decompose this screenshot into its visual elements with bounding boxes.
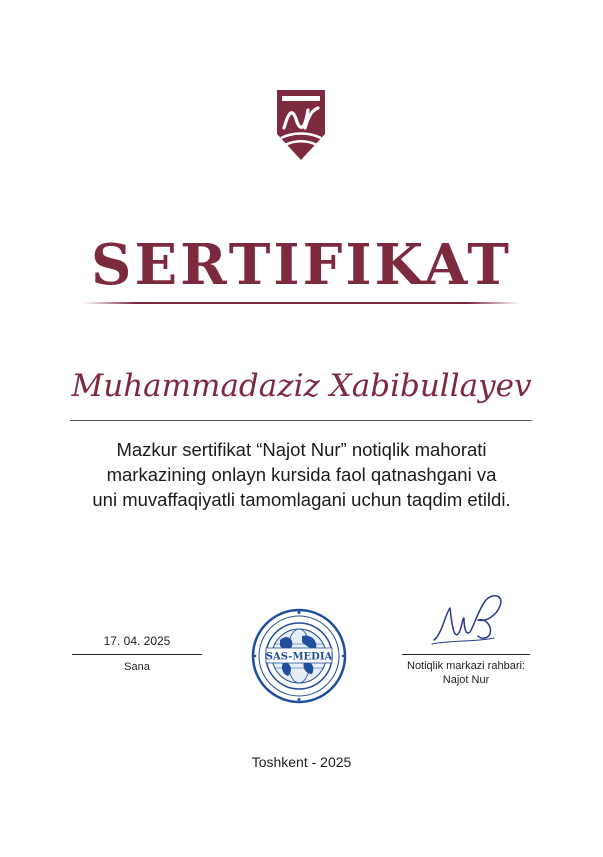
body-line: markazining onlayn kursida faol qatnashgani va (106, 464, 497, 485)
seal-text: SAS-MEDIA (265, 651, 333, 663)
certificate-body (50, 437, 553, 512)
signer-name: Najot Nur (442, 674, 490, 686)
date-underline (72, 654, 202, 655)
signature-underline (402, 654, 530, 655)
body-line: Mazkur sertifikat “Najot Nur” notiqlik mahorati (116, 439, 487, 460)
date-label: Sana (124, 661, 150, 673)
body-line: uni muvaffaqiyatli tamomlagani uchun taqdim etildi. (92, 489, 511, 510)
issue-date: 17. 04. 2025 (103, 634, 171, 648)
name-underline (70, 420, 532, 421)
certificate-title: SERTIFIKAT (91, 232, 512, 298)
title-divider (83, 302, 520, 304)
sas-media-seal-icon (244, 608, 354, 704)
recipient-name: Muhammadaziz Xabibullayev (71, 368, 532, 404)
najot-nur-logo-icon (275, 88, 327, 162)
place-and-year: Toshkent - 2025 (251, 754, 352, 770)
signature-icon (428, 590, 510, 650)
signer-title: Notiqlik markazi rahbari: (407, 660, 525, 672)
